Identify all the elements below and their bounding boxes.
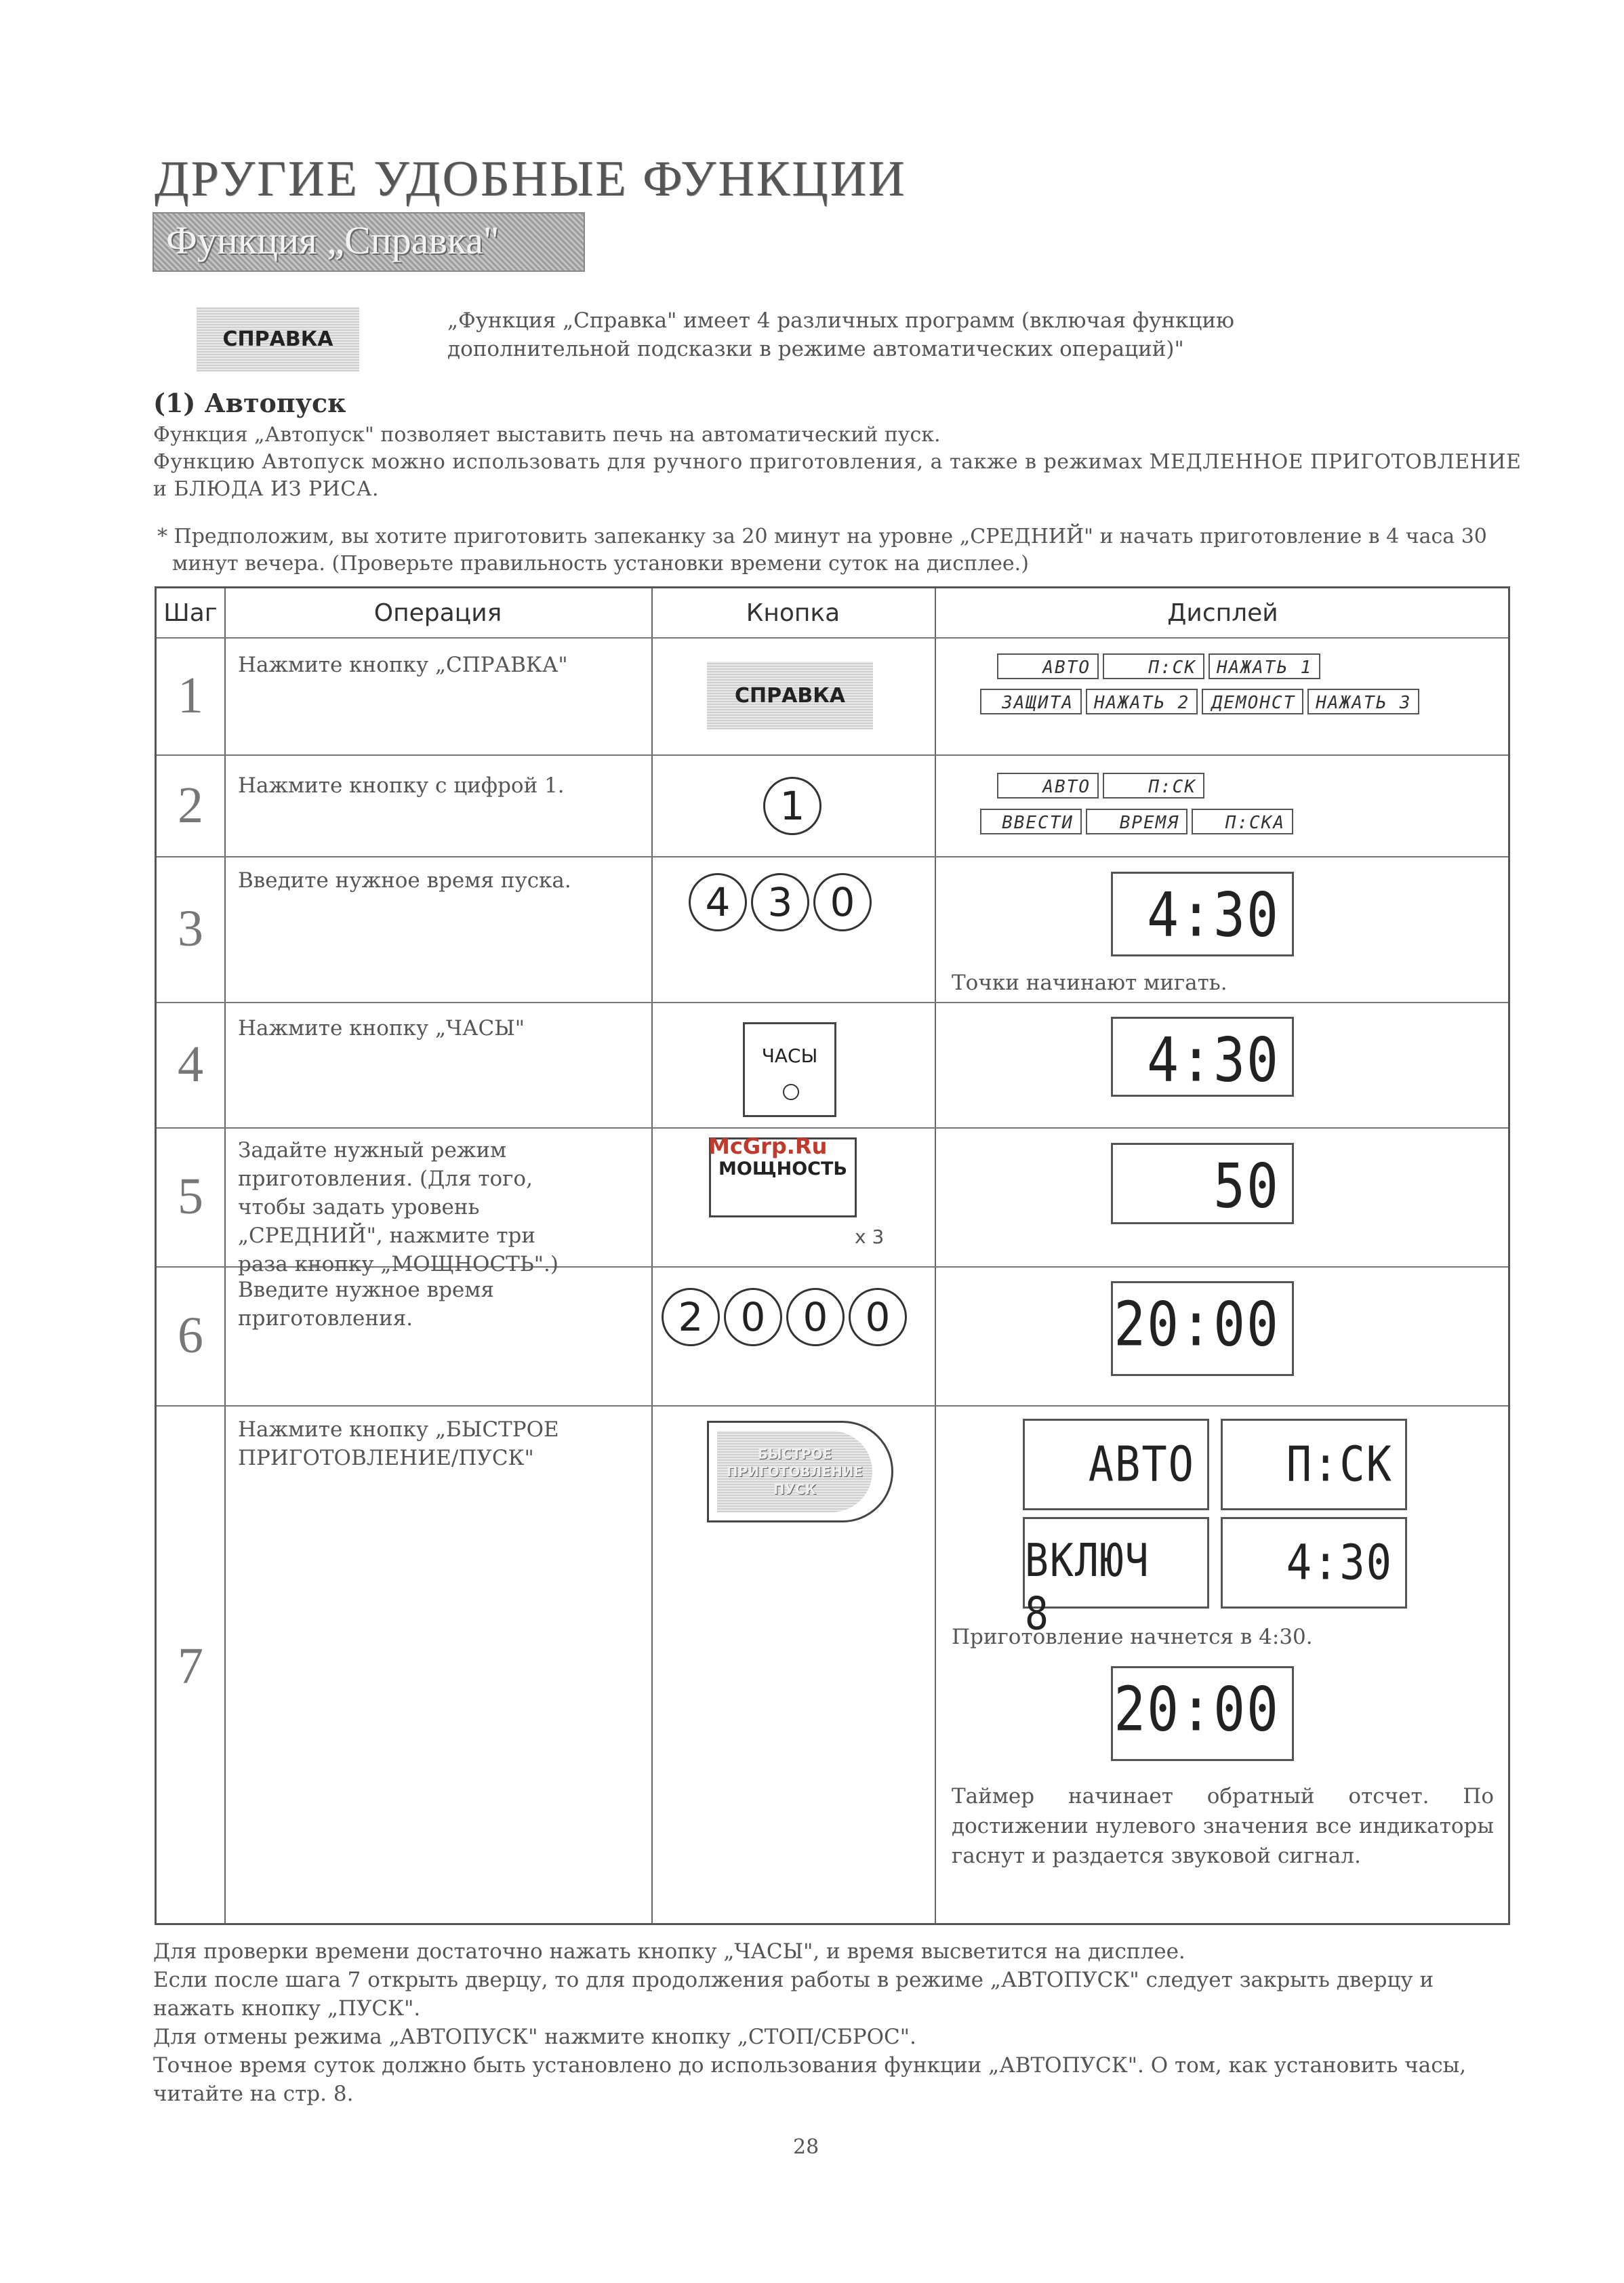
- step-number: 3: [178, 900, 203, 957]
- page-title: ДРУГИЕ УДОБНЫЕ ФУНКЦИИ: [155, 151, 907, 207]
- lcd-display: [1111, 1143, 1294, 1224]
- step-operation: Введите нужное время приготовления.: [238, 1278, 494, 1331]
- paragraph-1: Функция „Автопуск" позволяет выставить печь на автоматический пуск.: [153, 423, 941, 447]
- segment-display: ДЕМОНСТ: [1202, 689, 1303, 714]
- header-operation: Операция: [373, 599, 502, 627]
- press-count: x 3: [855, 1226, 885, 1248]
- lcd-value: 20:00: [1114, 1675, 1280, 1745]
- lcd-value: 4:30: [1147, 881, 1280, 951]
- lcd-display: [1111, 1666, 1294, 1761]
- footer-line: Для отмены режима „АВТОПУСК" нажмите кнопку „СТОП/СБРОС".: [153, 2025, 916, 2049]
- digit-button-illustration: 0: [849, 1288, 907, 1346]
- lcd-display: [1023, 1419, 1209, 1510]
- lcd-display: [1023, 1517, 1209, 1640]
- step-number: 2: [178, 776, 203, 834]
- segment-display: ВВЕСТИ: [980, 809, 1082, 834]
- page-number: 28: [793, 2135, 819, 2159]
- digit-button-illustration: 4: [689, 873, 747, 931]
- start-button-illustration: [707, 1421, 893, 1522]
- digit-button-illustration: 1: [763, 777, 821, 835]
- segment-display: НАЖАТЬ 3: [1307, 689, 1419, 714]
- step-number: 6: [178, 1307, 203, 1364]
- section-banner-text: Функция „Справка": [166, 218, 500, 262]
- footer-line: Для проверки времени достаточно нажать кнопку „ЧАСЫ", и время высветится на дисплее.: [153, 1939, 1185, 1964]
- header-step: Шаг: [163, 599, 218, 627]
- step-operation: Нажмите кнопку „ЧАСЫ": [238, 1016, 525, 1041]
- lcd-display: [1111, 872, 1294, 956]
- help-button-illustration: СПРАВКА: [197, 307, 359, 371]
- display-note: Таймер начинает обратный отсчет. По достижении нулевого значения все индикаторы гаснут и раздается звуковой сигнал.: [952, 1784, 1494, 1868]
- step-operation: Введите нужное время пуска.: [238, 868, 571, 893]
- lcd-value: АВТО: [1088, 1436, 1195, 1493]
- footer-notes: [153, 1937, 1516, 2108]
- intro-text: „Функция „Справка" имеет 4 различных программ (включая функцию дополнительной подсказки в режиме автоматических операций)": [447, 308, 1235, 361]
- digit-button-illustration: 2: [662, 1288, 720, 1346]
- lcd-value: ВКЛЮЧ 8: [1025, 1534, 1150, 1640]
- step-number: 4: [178, 1036, 203, 1093]
- watermark: McGrp.Ru: [708, 1133, 828, 1159]
- display-note: Приготовление начнется в 4:30.: [952, 1625, 1313, 1649]
- segment-display: АВТО: [997, 653, 1099, 679]
- digit-button-illustration: 0: [786, 1288, 845, 1346]
- display-note: Точки начинают мигать.: [952, 971, 1227, 995]
- lcd-value: 20:00: [1114, 1290, 1280, 1360]
- digit-button-illustration: 0: [813, 873, 872, 931]
- footer-line: Точное время суток должно быть установлено до использования функции „АВТОПУСК". О том, как установить часы, читайте на стр. 8.: [153, 2053, 1467, 2106]
- digit-button-illustration: 0: [724, 1288, 782, 1346]
- paragraph-3: * Предположим, вы хотите приготовить запеканку за 20 минут на уровне „СРЕДНИЙ" и начать приготовление в 4 часа 30 минут вечера. (Проверьте правильность установки времени суток на дисплее.): [157, 525, 1487, 575]
- steps-table: [155, 586, 1510, 1925]
- segment-display: ЗАЩИТА: [980, 689, 1082, 714]
- header-button: Кнопка: [746, 599, 840, 627]
- header-display: Дисплей: [1167, 599, 1278, 627]
- step-number: 1: [178, 667, 203, 724]
- segment-display: П:СКА: [1192, 809, 1293, 834]
- step-number: 5: [178, 1168, 203, 1225]
- segment-display: ВРЕМЯ: [1086, 809, 1187, 834]
- start-button-label: БЫСТРОЕ ПРИГОТОВЛЕНИЕ ПУСК: [717, 1431, 872, 1512]
- segment-display: НАЖАТЬ 1: [1209, 653, 1320, 679]
- step-number: 7: [178, 1637, 203, 1695]
- power-button-label: МОЩНОСТЬ: [718, 1158, 847, 1179]
- lcd-display: [1111, 1017, 1294, 1097]
- lcd-display: [1221, 1517, 1407, 1609]
- step-operation: Задайте нужный режим приготовления. (Для того, чтобы задать уровень „СРЕДНИЙ", нажмите три раза кнопку „МОЩНОСТЬ".): [238, 1138, 559, 1276]
- lcd-value: 50: [1213, 1152, 1280, 1222]
- section-heading: (1) Автопуск: [153, 388, 346, 418]
- clock-button-illustration: [743, 1022, 836, 1117]
- step-operation: Нажмите кнопку с цифрой 1.: [238, 773, 565, 798]
- digit-button-illustration: 3: [751, 873, 809, 931]
- lcd-display: [1111, 1281, 1294, 1376]
- clock-button-label: ЧАСЫ: [761, 1045, 818, 1067]
- step-operation: Нажмите кнопку „СПРАВКА": [238, 653, 568, 677]
- section-banner: [153, 212, 585, 272]
- paragraph-2: Функцию Автопуск можно использовать для ручного приготовления, а также в режимах МЕДЛЕННОЕ ПРИГОТОВЛЕНИЕ и БЛЮДА ИЗ РИСА.: [153, 450, 1522, 501]
- segment-display: АВТО: [997, 773, 1099, 799]
- lcd-value: 4:30: [1147, 1026, 1280, 1096]
- lcd-display: [1221, 1419, 1407, 1510]
- segment-display: НАЖАТЬ 2: [1086, 689, 1198, 714]
- footer-line: Если после шага 7 открыть дверцу, то для продолжения работы в режиме „АВТОПУСК" следует закрыть дверцу и нажать кнопку „ПУСК".: [153, 1968, 1434, 2021]
- segment-display: П:СК: [1103, 773, 1204, 799]
- help-button-illustration: СПРАВКА: [707, 662, 873, 729]
- step-operation: Нажмите кнопку „БЫСТРОЕ ПРИГОТОВЛЕНИЕ/ПУСК": [238, 1417, 559, 1470]
- clock-icon: [783, 1084, 799, 1100]
- segment-display: П:СК: [1103, 653, 1204, 679]
- lcd-value: 4:30: [1286, 1534, 1393, 1591]
- lcd-value: П:СК: [1286, 1436, 1393, 1493]
